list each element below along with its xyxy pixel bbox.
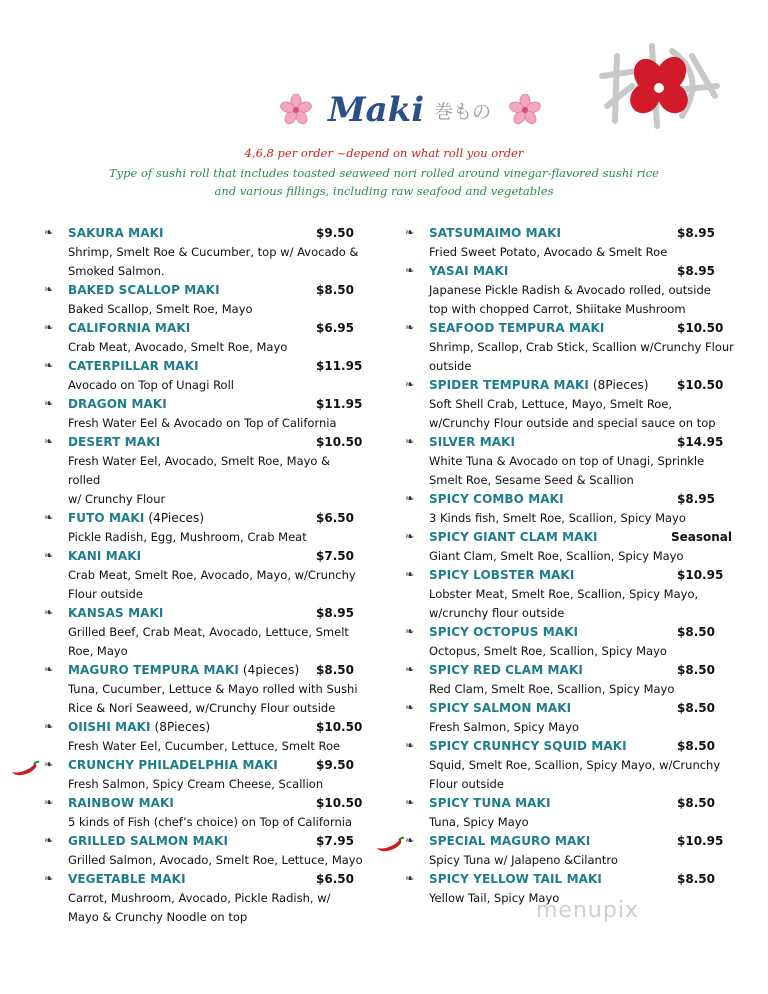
menu-item-description: top with chopped Carrot, Shiitake Mushroom xyxy=(429,302,686,316)
menu-item-name-text: SPICY YELLOW TAIL MAKI xyxy=(429,872,602,886)
menu-column-right xyxy=(405,224,735,908)
menu-item-name-text: SPICY COMBO MAKI xyxy=(429,492,564,506)
menu-item-description: Roe, Mayo xyxy=(68,644,128,658)
menu-item-name xyxy=(68,718,210,737)
menu-item-description: Lobster Meat, Smelt Roe, Scallion, Spicy Mayo, xyxy=(429,587,699,601)
menu-item-description: Red Clam, Smelt Roe, Scallion, Spicy Mayo xyxy=(429,682,675,696)
menu-item xyxy=(44,509,364,547)
japanese-title: 巻もの xyxy=(434,100,492,123)
menu-item-header xyxy=(44,661,364,680)
menu-item-name-text: SPICY TUNA MAKI xyxy=(429,796,551,810)
menu-item xyxy=(405,376,735,433)
menu-item-name xyxy=(429,623,578,642)
menu-item-name-text: MAGURO TEMPURA MAKI xyxy=(68,663,239,677)
menu-item-name-text: GRILLED SALMON MAKI xyxy=(68,834,229,848)
bullet-icon: ❧ xyxy=(405,264,415,277)
menu-item-price: $8.95 xyxy=(677,226,715,240)
menu-item-description: Mayo & Crunchy Noodle on top xyxy=(68,910,248,924)
menu-item-name-text: SPICY OCTOPUS MAKI xyxy=(429,625,579,639)
menu-item-description: Fresh Water Eel, Avocado, Smelt Roe, Mayo & rolled xyxy=(68,454,331,487)
menu-item xyxy=(405,661,735,699)
menu-item-name-text: CATERPILLAR MAKI xyxy=(68,359,199,373)
menu-item-description: 3 Kinds fish, Smelt Roe, Scallion, Spicy Mayo xyxy=(429,511,686,525)
menu-item-description: Crab Meat, Avocado, Smelt Roe, Mayo xyxy=(68,340,288,354)
bullet-icon: ❧ xyxy=(44,283,54,296)
menu-item-name xyxy=(429,794,551,813)
menu-item xyxy=(44,281,364,319)
bullet-icon: ❧ xyxy=(44,720,54,733)
menu-item-name-text: SEAFOOD TEMPURA MAKI xyxy=(429,321,605,335)
menu-item-description: Octopus, Smelt Roe, Scallion, Spicy Mayo xyxy=(429,644,667,658)
menu-item-price: $6.50 xyxy=(316,511,354,525)
menu-item-price: $8.50 xyxy=(316,283,354,297)
menu-item xyxy=(44,718,364,756)
menu-item-name xyxy=(429,832,590,851)
menu-item-price: $8.50 xyxy=(677,625,715,639)
menu-item xyxy=(405,832,735,870)
page-title: Maki xyxy=(328,90,425,130)
menu-item-name xyxy=(68,224,164,243)
menu-item-price: Seasonal xyxy=(671,530,733,544)
menu-item-price: $6.50 xyxy=(316,872,354,886)
menu-item-price: $7.50 xyxy=(316,549,354,563)
menu-item xyxy=(44,661,364,718)
bullet-icon: ❧ xyxy=(405,625,415,638)
menu-item-name xyxy=(68,547,141,566)
bullet-icon: ❧ xyxy=(405,530,415,543)
menu-item-name xyxy=(429,566,574,585)
bullet-icon: ❧ xyxy=(405,739,415,752)
menu-item-description: Shrimp, Scallop, Crab Stick, Scallion w/Crunchy Flour xyxy=(429,340,734,354)
menu-item-name xyxy=(68,357,199,376)
maki-description xyxy=(0,164,768,200)
bullet-icon: ❧ xyxy=(405,796,415,809)
menu-item-price: $8.50 xyxy=(677,739,715,753)
menu-item-header xyxy=(405,224,735,243)
menu-item-description: Shrimp, Smelt Roe & Cucumber, top w/ Avocado & xyxy=(68,245,359,259)
menu-item-pieces: (8Pieces) xyxy=(150,720,211,734)
bullet-icon: ❧ xyxy=(405,435,415,448)
menu-item-name-text: FUTO MAKI xyxy=(68,511,145,525)
menu-item xyxy=(405,528,735,566)
menu-item xyxy=(405,224,735,262)
menu-item-description: Japanese Pickle Radish & Avocado rolled, outside xyxy=(429,283,711,297)
menu-item-header xyxy=(44,395,364,414)
menu-item-name xyxy=(429,528,598,547)
menu-item-description: w/crunchy flour outside xyxy=(429,606,565,620)
menu-item-name xyxy=(68,794,174,813)
menu-item xyxy=(44,547,364,604)
bullet-icon: ❧ xyxy=(405,226,415,239)
menu-item-description: Soft Shell Crab, Lettuce, Mayo, Smelt Roe, xyxy=(429,397,673,411)
menu-item xyxy=(405,566,735,623)
cherry-blossom-icon xyxy=(280,94,312,126)
menu-item-description: Spicy Tuna w/ Jalapeno &Cilantro xyxy=(429,853,618,867)
menu-item xyxy=(44,794,364,832)
menu-item-header xyxy=(44,281,364,300)
menu-item-header xyxy=(405,794,735,813)
menu-item-price: $10.50 xyxy=(677,321,724,335)
menu-item xyxy=(44,756,364,794)
menu-item-name xyxy=(68,756,278,775)
menu-item-header xyxy=(405,528,735,547)
menu-item-header xyxy=(44,794,364,813)
menu-item-name xyxy=(429,870,602,889)
menu-item-description: Smelt Roe, Sesame Seed & Scallion xyxy=(429,473,634,487)
bullet-icon: ❧ xyxy=(405,492,415,505)
menu-item-name-text: SPECIAL MAGURO MAKI xyxy=(429,834,591,848)
menu-item-description: Avocado on Top of Unagi Roll xyxy=(68,378,234,392)
menu-item-name-text: SAKURA MAKI xyxy=(68,226,164,240)
menu-item-header xyxy=(44,319,364,338)
menu-item-name-text: KANI MAKI xyxy=(68,549,142,563)
menu-item-description: Baked Scallop, Smelt Roe, Mayo xyxy=(68,302,253,316)
menu-item-header xyxy=(44,357,364,376)
portion-note: 4,6,8 per order ~depend on what roll you order xyxy=(244,146,524,160)
bullet-icon: ❧ xyxy=(44,834,54,847)
menu-item-price: $8.50 xyxy=(316,663,354,677)
menu-item-name xyxy=(429,262,508,281)
menu-item-price: $10.95 xyxy=(677,834,724,848)
watermark: menupix xyxy=(536,898,639,923)
menu-item-price: $10.50 xyxy=(677,378,724,392)
menu-item-header xyxy=(44,604,364,623)
menu-item-description: Tuna, Spicy Mayo xyxy=(429,815,529,829)
menu-item-description: Carrot, Mushroom, Avocado, Pickle Radish, w/ xyxy=(68,891,331,905)
menu-item-header xyxy=(44,870,364,889)
bullet-icon: ❧ xyxy=(44,397,54,410)
menu-item-name-text: SATSUMAIMO MAKI xyxy=(429,226,562,240)
menu-item-price: $8.95 xyxy=(677,492,715,506)
menu-item-header xyxy=(405,490,735,509)
menu-item xyxy=(405,262,735,319)
menu-item xyxy=(44,395,364,433)
menu-item-name xyxy=(68,661,299,680)
menu-item-name-text: BAKED SCALLOP MAKI xyxy=(68,283,220,297)
menu-item-header xyxy=(405,566,735,585)
menu-item-name-text: KANSAS MAKI xyxy=(68,606,164,620)
menu-item-header xyxy=(44,832,364,851)
maki-description-line: and various fillings, including raw seafood and vegetables xyxy=(214,184,554,198)
bullet-icon: ❧ xyxy=(44,226,54,239)
menu-item-price: $10.95 xyxy=(677,568,724,582)
menu-item-description: Fresh Water Eel & Avocado on Top of California xyxy=(68,416,337,430)
bullet-icon: ❧ xyxy=(405,701,415,714)
menu-item-price: $6.95 xyxy=(316,321,354,335)
bullet-icon: ❧ xyxy=(44,549,54,562)
bullet-icon: ❧ xyxy=(44,663,54,676)
menu-item-description: Giant Clam, Smelt Roe, Scallion, Spicy Mayo xyxy=(429,549,684,563)
menu-item-name xyxy=(429,319,604,338)
menu-item-description: w/ Crunchy Flour xyxy=(68,492,166,506)
menu-item-name xyxy=(429,661,583,680)
menu-item-name xyxy=(68,395,167,414)
menu-item-description: w/Crunchy Flour outside and special sauce on top xyxy=(429,416,716,430)
bullet-icon: ❧ xyxy=(44,435,54,448)
menu-item-name-text: VEGETABLE MAKI xyxy=(68,872,186,886)
bullet-icon: ❧ xyxy=(405,834,415,847)
menu-item-header xyxy=(405,699,735,718)
menu-item-pieces: (4pieces) xyxy=(238,663,300,677)
menu-item-header xyxy=(44,509,364,528)
menu-item-price: $7.95 xyxy=(316,834,354,848)
menu-item-price: $8.50 xyxy=(677,701,715,715)
menu-item-name-text: SPICY LOBSTER MAKI xyxy=(429,568,575,582)
menu-item-description: Tuna, Cucumber, Lettuce & Mayo rolled with Sushi xyxy=(68,682,358,696)
menu-item-name-text: SPIDER TEMPURA MAKI xyxy=(429,378,589,392)
menu-item-description: Grilled Beef, Crab Meat, Avocado, Lettuce, Smelt xyxy=(68,625,349,639)
menu-item-price: $8.95 xyxy=(316,606,354,620)
menu-item-name-text: OIISHI MAKI xyxy=(68,720,151,734)
menu-item xyxy=(44,224,364,281)
menu-item-price: $8.95 xyxy=(677,264,715,278)
menu-item-header xyxy=(405,262,735,281)
bullet-icon: ❧ xyxy=(44,606,54,619)
menu-item xyxy=(44,870,364,927)
menu-item xyxy=(405,490,735,528)
menu-item xyxy=(405,794,735,832)
menu-item-description: 5 kinds of Fish (chef’s choice) on Top of California xyxy=(68,815,353,829)
menu-item xyxy=(405,737,735,794)
menu-item-header xyxy=(44,718,364,737)
menu-item-name xyxy=(429,433,515,452)
menu-item-header xyxy=(405,623,735,642)
menu-item-header xyxy=(405,661,735,680)
menu-item-header xyxy=(405,433,735,452)
menu-item-price: $10.50 xyxy=(316,720,363,734)
bullet-icon: ❧ xyxy=(44,796,54,809)
menu-item-pieces: (4Pieces) xyxy=(144,511,205,525)
menu-item-name xyxy=(429,490,564,509)
menu-item-description: outside xyxy=(429,359,472,373)
menu-item-description: Fresh Water Eel, Cucumber, Lettuce, Smelt Roe xyxy=(68,739,341,753)
chili-pepper-icon xyxy=(10,760,40,776)
menu-item-description: Smoked Salmon. xyxy=(68,264,165,278)
menu-item-description: Pickle Radish, Egg, Mushroom, Crab Meat xyxy=(68,530,307,544)
bullet-icon: ❧ xyxy=(44,511,54,524)
menu-item-header xyxy=(405,870,735,889)
bullet-icon: ❧ xyxy=(405,568,415,581)
menu-item-name-text: SPICY SALMON MAKI xyxy=(429,701,572,715)
menu-item-price: $8.50 xyxy=(677,796,715,810)
menu-item-price: $9.50 xyxy=(316,226,354,240)
menu-item-name xyxy=(68,832,228,851)
menu-column-left xyxy=(44,224,364,927)
menu-item-name xyxy=(68,433,160,452)
menu-item-description: White Tuna & Avocado on top of Unagi, Sprinkle xyxy=(429,454,705,468)
menu-item-price: $8.50 xyxy=(677,872,715,886)
menu-item-name-text: SPICY GIANT CLAM MAKI xyxy=(429,530,598,544)
menu-item-header xyxy=(405,376,735,395)
menu-item-name-text: SPICY CRUNHCY SQUID MAKI xyxy=(429,739,627,753)
restaurant-logo-icon xyxy=(597,36,722,136)
menu-item-description: Grilled Salmon, Avocado, Smelt Roe, Lettuce, Mayo xyxy=(68,853,363,867)
menu-item xyxy=(405,699,735,737)
bullet-icon: ❧ xyxy=(44,359,54,372)
menu-item-description: Fresh Salmon, Spicy Cream Cheese, Scallion xyxy=(68,777,324,791)
menu-item-name-text: DRAGON MAKI xyxy=(68,397,167,411)
menu-item-description: Squid, Smelt Roe, Scallion, Spicy Mayo, w/Crunchy xyxy=(429,758,721,772)
bullet-icon: ❧ xyxy=(44,872,54,885)
menu-item xyxy=(44,319,364,357)
menu-item-description: Yellow Tail, Spicy Mayo xyxy=(429,891,560,905)
menu-item-price: $11.95 xyxy=(316,397,363,411)
menu-item-name-text: RAINBOW MAKI xyxy=(68,796,174,810)
menu-item-header xyxy=(44,433,364,452)
bullet-icon: ❧ xyxy=(44,321,54,334)
menu-item-name xyxy=(68,509,204,528)
menu-item-name-text: CALIFORNIA MAKI xyxy=(68,321,191,335)
bullet-icon: ❧ xyxy=(405,872,415,885)
menu-item-header xyxy=(405,319,735,338)
menu-item xyxy=(44,832,364,870)
menu-item-name xyxy=(429,224,561,243)
menu-item-description: Fried Sweet Potato, Avocado & Smelt Roe xyxy=(429,245,668,259)
menu-item-name-text: DESERT MAKI xyxy=(68,435,161,449)
menu-item-price: $11.95 xyxy=(316,359,363,373)
menu-item-header xyxy=(405,737,735,756)
bullet-icon: ❧ xyxy=(44,758,54,771)
bullet-icon: ❧ xyxy=(405,321,415,334)
menu-item-price: $10.50 xyxy=(316,435,363,449)
menu-item-name xyxy=(68,319,190,338)
menu-item-name xyxy=(429,376,649,395)
cherry-blossom-icon xyxy=(509,94,541,126)
menu-item xyxy=(405,433,735,490)
menu-item-name xyxy=(68,870,186,889)
title-row xyxy=(280,88,541,132)
menu-item xyxy=(44,604,364,661)
bullet-icon: ❧ xyxy=(405,378,415,391)
menu-item-description: Crab Meat, Smelt Roe, Avocado, Mayo, w/Crunchy xyxy=(68,568,356,582)
menu-item xyxy=(405,623,735,661)
menu-item-header xyxy=(44,756,364,775)
menu-item-header xyxy=(44,224,364,243)
menu-item xyxy=(44,433,364,509)
menu-item-name xyxy=(429,699,571,718)
menu-item-price: $14.95 xyxy=(677,435,724,449)
menu-item-description: Rice & Nori Seaweed, w/Crunchy Flour outside xyxy=(68,701,336,715)
menu-item-price: $10.50 xyxy=(316,796,363,810)
menu-item-description: Flour outside xyxy=(68,587,143,601)
menu-item-name xyxy=(429,737,627,756)
maki-description-line: Type of sushi roll that includes toasted seaweed nori rolled around vinegar-flavored sushi rice xyxy=(109,166,659,180)
menu-item-header xyxy=(405,832,735,851)
menu-item-description: Fresh Salmon, Spicy Mayo xyxy=(429,720,580,734)
menu-item-price: $8.50 xyxy=(677,663,715,677)
menu-item-description: Flour outside xyxy=(429,777,504,791)
menu-item-name xyxy=(68,604,163,623)
menu-item-name-text: SPICY RED CLAM MAKI xyxy=(429,663,583,677)
menu-item-header xyxy=(44,547,364,566)
menu-item-name xyxy=(68,281,220,300)
menu-item-name-text: CRUNCHY PHILADELPHIA MAKI xyxy=(68,758,278,772)
menu-item-pieces: (8Pieces) xyxy=(588,378,649,392)
menu-item-name-text: YASAI MAKI xyxy=(429,264,509,278)
menu-item xyxy=(44,357,364,395)
menu-item-price: $9.50 xyxy=(316,758,354,772)
bullet-icon: ❧ xyxy=(405,663,415,676)
menu-item xyxy=(405,319,735,376)
menu-item-name-text: SILVER MAKI xyxy=(429,435,516,449)
chili-pepper-icon xyxy=(375,836,405,852)
